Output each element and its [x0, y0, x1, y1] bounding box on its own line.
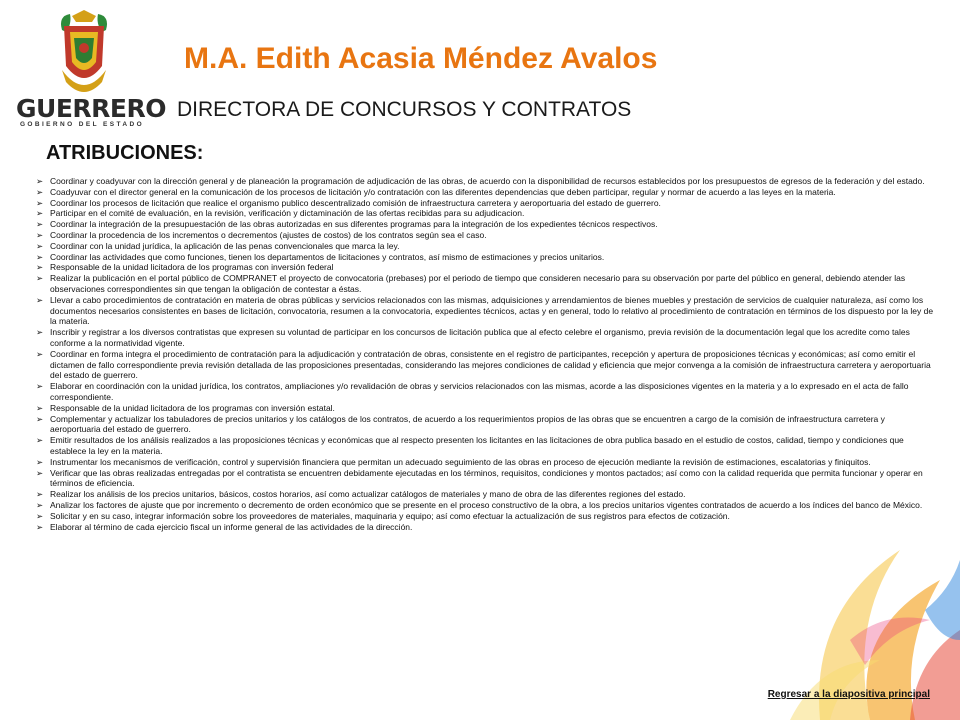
list-item-text: Llevar a cabo procedimientos de contratación en materia de obras públicas y servicios relacionados con las mismas, adquisiciones y arrendamientos de bienes muebles y prestación de servicios de cualquier naturaleza, así como los documentos necesarios consistentes en bases de licitación, convocatoria, resumen a la convocatoria, expedientes técnicos, actas y en general, todo lo relativo al procedimiento de contratación en términos de los dispuesto por la ley de la materia.	[50, 294, 934, 327]
arrow-bullet-icon: ➢	[36, 327, 44, 338]
list-item-text: Coordinar las actividades que como funciones, tienen los departamentos de licitaciones y contratos, así mismo de estimaciones y precios unitarios.	[50, 251, 605, 262]
logo-name: GUERRERO	[16, 94, 166, 123]
arrow-bullet-icon: ➢	[36, 413, 44, 424]
arrow-bullet-icon: ➢	[36, 176, 44, 186]
arrow-bullet-icon: ➢	[36, 240, 44, 251]
arrow-bullet-icon: ➢	[36, 186, 44, 197]
list-item-text: Coordinar en forma integra el procedimiento de contratación para la adjudicación y contratación de obras, consistente en el registro de participantes, recepción y apertura de proposiciones técnicas y económicas; así como emitir el dictamen de fallo correspondiente previa revisión detallada de las proposiciones presentadas, considerando las mejores condiciones de calidad y eficiencia que mejor convenga a la comisión de infraestructura carretera y aeroportuaria del estado de guerrero.	[50, 348, 931, 381]
list-item-text: Analizar los factores de ajuste que por incremento o decremento de orden económico que se presente en el proceso constructivo de la obra, a los precios unitarios vigentes contratados de acuerdo a los índices del banco de México.	[50, 499, 923, 510]
arrow-bullet-icon: ➢	[36, 219, 44, 230]
page-title: M.A. Edith Acasia Méndez Avalos	[184, 42, 658, 75]
list-item	[36, 208, 936, 219]
list-item-text: Coordinar la integración de la presupuestación de las obras autorizadas en sus diferentes programas para la integración de los expedientes técnicos respectivos.	[50, 219, 658, 230]
list-item-text: Elaborar al término de cada ejercicio fiscal un informe general de las actividades de la dirección.	[50, 521, 413, 532]
list-item	[36, 273, 936, 295]
list-item	[36, 230, 936, 241]
arrow-bullet-icon: ➢	[36, 229, 44, 240]
decorative-swirl-graphic	[700, 490, 960, 720]
list-item-text: Responsable de la unidad licitadora de los programas con inversión estatal.	[50, 402, 335, 413]
list-item	[36, 241, 936, 252]
shield-emblem-icon	[56, 10, 112, 96]
arrow-bullet-icon: ➢	[36, 294, 44, 305]
list-item-text: Elaborar en coordinación con la unidad jurídica, los contratos, ampliaciones y/o revalidación de obras y servicios relacionados con las mismas, acorde a las disposiciones vigentes en la materia y a lo expresado en el acta de fallo correspondiente.	[50, 381, 909, 402]
back-to-main-slide-link[interactable]: Regresar a la diapositiva principal	[767, 689, 930, 700]
guerrero-logo	[16, 10, 166, 130]
list-item	[36, 327, 936, 349]
list-item	[36, 435, 936, 457]
arrow-bullet-icon: ➢	[36, 435, 44, 446]
list-item-text: Responsable de la unidad licitadora de los programas con inversión federal	[50, 262, 334, 273]
page-subtitle: DIRECTORA DE CONCURSOS Y CONTRATOS	[177, 98, 632, 121]
arrow-bullet-icon: ➢	[36, 348, 44, 359]
list-item-text: Participar en el comité de evaluación, en la revisión, verificación y dictaminación de las ofertas recibidas para su adjudicacion.	[50, 208, 525, 219]
list-item-text: Coordinar con la unidad jurídica, la aplicación de las penas convencionales que marca la ley.	[50, 240, 400, 251]
list-item-text: Coadyuvar con el director general en la comunicación de los procesos de licitación y/o contratación con las diferentes dependencias que deben participar, regular y normar de acuerdo a las leyes en la materia.	[50, 186, 836, 197]
list-item-text: Solicitar y en su caso, integrar información sobre los proveedores de materiales, maquinaria y equipo; así como efectuar la actualización de sus registros para efectos de cotización.	[50, 510, 730, 521]
list-item-text: Inscribir y registrar a los diversos contratistas que expresen su voluntad de participar en los concursos de licitación publica que al efecto celebre el organismo, previa revisión de la documentación legal que los acredite como tales conforme a la normatividad vigente.	[50, 327, 910, 348]
list-item	[36, 187, 936, 198]
list-item	[36, 295, 936, 327]
list-item-text: Coordinar la procedencia de los incrementos o decrementos (ajustes de costos) de los contratos según sea el caso.	[50, 229, 487, 240]
logo-subtitle: GOBIERNO DEL ESTADO	[19, 121, 145, 128]
arrow-bullet-icon: ➢	[36, 381, 44, 392]
arrow-bullet-icon: ➢	[36, 467, 44, 478]
list-item	[36, 457, 936, 468]
arrow-bullet-icon: ➢	[36, 262, 44, 273]
list-item-text: Verificar que las obras realizadas entregadas por el contratista se encuentren debidamente ejecutadas en los términos, requisitos, condiciones y montos pactados; así como con la calidad requerida que permita funcionar y operar en términos de eficiencia.	[50, 467, 923, 489]
arrow-bullet-icon: ➢	[36, 197, 44, 208]
list-item	[36, 349, 936, 381]
list-item-text: Emitir resultados de los análisis realizados a las proposiciones técnicas y económicas que al respecto presenten los licitantes en las licitaciones de obra publica basado en el estudio de costos, calidad, tiempo y condiciones que establece la ley en la materia.	[50, 435, 904, 456]
list-item	[36, 176, 936, 187]
arrow-bullet-icon: ➢	[36, 510, 44, 521]
list-item-text: Complementar y actualizar los tabuladores de precios unitarios y los catálogos de los contratos, de acuerdo a los requerimientos propios de las obras que se encuentren a cargo de la comisión de infraestructura carretera y aeroportuaria del estado de guerrero.	[50, 413, 885, 435]
list-item-text: Instrumentar los mecanismos de verificación, control y supervisión financiera que permitan un adecuado seguimiento de las obras en proceso de ejecución mediante la revisión de estimaciones, escalatorias y finiquitos.	[50, 456, 871, 467]
list-item-text: Coordinar los procesos de licitación que realice el organismo publico descentralizado comisión de infraestructura carretera y aeroportuaria del estado de guerrero.	[50, 197, 661, 208]
list-item	[36, 262, 936, 273]
arrow-bullet-icon: ➢	[36, 402, 44, 413]
list-item	[36, 219, 936, 230]
list-item	[36, 468, 936, 490]
arrow-bullet-icon: ➢	[36, 273, 44, 284]
arrow-bullet-icon: ➢	[36, 499, 44, 510]
list-item	[36, 252, 936, 263]
list-item	[36, 403, 936, 414]
arrow-bullet-icon: ➢	[36, 208, 44, 219]
list-item-text: Realizar la publicación en el portal público de COMPRANET el proyecto de convocatoria (prebases) por el periodo de tiempo que consideren necesario para su observación por parte del público en general, debiendo atender las observaciones correspondientes sin que tengan la obligación de contestar a éstas.	[50, 273, 906, 294]
attributions-list	[36, 176, 936, 532]
list-item-text: Coordinar y coadyuvar con la dirección general y de planeación la programación de adjudicación de las obras, de acuerdo con la disponibilidad de recursos establecidos por los presupuestos de egresos de la federación y del estado.	[50, 176, 925, 186]
list-item-text: Realizar los análisis de los precios unitarios, básicos, costos horarios, así como actualizar catálogos de materiales y mano de obra de las diferentes regiones del estado.	[50, 489, 686, 500]
arrow-bullet-icon: ➢	[36, 251, 44, 262]
arrow-bullet-icon: ➢	[36, 456, 44, 467]
arrow-bullet-icon: ➢	[36, 489, 44, 500]
list-item	[36, 198, 936, 209]
list-item	[36, 381, 936, 403]
list-item	[36, 414, 936, 436]
section-title: ATRIBUCIONES:	[46, 142, 204, 164]
arrow-bullet-icon: ➢	[36, 521, 44, 532]
